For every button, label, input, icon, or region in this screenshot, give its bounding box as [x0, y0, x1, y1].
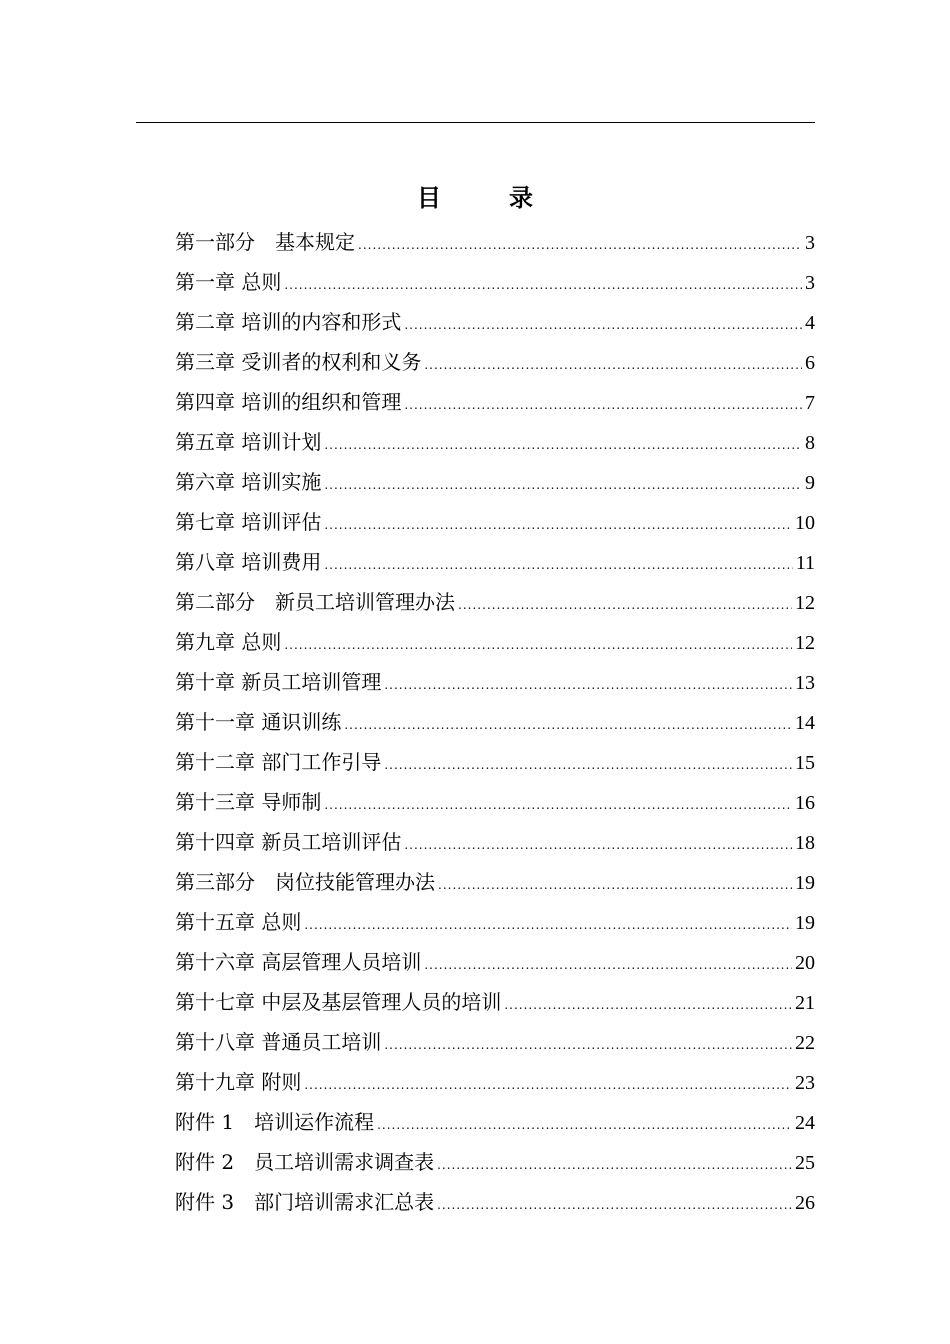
toc-entry[interactable]	[175, 742, 815, 782]
toc-entry[interactable]	[175, 502, 815, 542]
dot-leader	[384, 662, 792, 705]
toc-entry-label: 第四章 培训的组织和管理	[175, 390, 402, 414]
toc-entry-label: 第十三章 导师制	[175, 790, 322, 814]
dot-leader	[424, 942, 792, 985]
dot-leader	[304, 1062, 792, 1105]
toc-entry-page-number: 18	[795, 832, 815, 854]
toc-entry-page-number: 9	[805, 472, 815, 494]
dot-leader	[458, 582, 792, 625]
toc-entry-label: 附件 1 培训运作流程	[175, 1110, 375, 1134]
dot-leader	[437, 1142, 792, 1185]
toc-entry-page-number: 15	[795, 752, 815, 774]
toc-entry[interactable]	[175, 382, 815, 422]
toc-entry-label: 第十二章 部门工作引导	[175, 750, 382, 774]
toc-entry-label: 附件 3 部门培训需求汇总表	[175, 1190, 435, 1214]
toc-entry[interactable]	[175, 1102, 815, 1142]
toc-entry-page-number: 26	[795, 1192, 815, 1214]
dot-leader	[324, 782, 792, 825]
dot-leader	[324, 462, 802, 505]
toc-entry-label: 第十七章 中层及基层管理人员的培训	[175, 990, 502, 1014]
dot-leader	[404, 382, 802, 425]
toc-entry-label: 第五章 培训计划	[175, 430, 322, 454]
toc-entry[interactable]	[175, 1142, 815, 1182]
toc-entry-label: 第十四章 新员工培训评估	[175, 830, 402, 854]
toc-entry-page-number: 12	[795, 592, 815, 614]
toc-entry[interactable]	[175, 462, 815, 502]
toc-entry-page-number: 4	[805, 312, 815, 334]
toc-entry[interactable]	[175, 1022, 815, 1062]
toc-entry-label: 第十五章 总则	[175, 910, 302, 934]
toc-entry-page-number: 14	[795, 712, 815, 734]
toc-entry-page-number: 12	[795, 632, 815, 654]
dot-leader	[504, 982, 792, 1025]
toc-entry-label: 附件 2 员工培训需求调查表	[175, 1150, 435, 1174]
dot-leader	[284, 262, 802, 305]
toc-entry[interactable]	[175, 982, 815, 1022]
dot-leader	[404, 302, 802, 345]
dot-leader	[324, 502, 792, 545]
toc-entry[interactable]	[175, 422, 815, 462]
toc-entry[interactable]	[175, 1182, 815, 1222]
toc-entry-label: 第十一章 通识训练	[175, 710, 342, 734]
toc-entry-page-number: 3	[805, 232, 815, 254]
toc-title: 目 录	[417, 183, 555, 212]
dot-leader	[358, 222, 802, 265]
toc-entry-label: 第九章 总则	[175, 630, 282, 654]
toc-entry-page-number: 25	[795, 1152, 815, 1174]
toc-entry-page-number: 8	[805, 432, 815, 454]
toc-entry-label: 第十六章 高层管理人员培训	[175, 950, 422, 974]
dot-leader	[424, 342, 802, 385]
dot-leader	[344, 702, 792, 745]
dot-leader	[304, 902, 792, 945]
toc-entry[interactable]	[175, 662, 815, 702]
toc-entry-label: 第三章 受训者的权利和义务	[175, 350, 422, 374]
dot-leader	[384, 1022, 792, 1065]
toc-entry[interactable]	[175, 942, 815, 982]
toc-entry[interactable]	[175, 542, 815, 582]
toc-entry[interactable]	[175, 862, 815, 902]
header-rule	[136, 122, 815, 123]
toc-entry[interactable]	[175, 622, 815, 662]
toc-entry-page-number: 23	[795, 1072, 815, 1094]
toc-entry-label: 第七章 培训评估	[175, 510, 322, 534]
dot-leader	[384, 742, 792, 785]
toc-entry-label: 第二部分 新员工培训管理办法	[175, 590, 455, 614]
toc-entry-label: 第三部分 岗位技能管理办法	[175, 870, 435, 894]
toc-entry-label: 第一部分 基本规定	[175, 230, 355, 254]
toc-entry-page-number: 19	[795, 872, 815, 894]
dot-leader	[404, 822, 792, 865]
toc-entry-page-number: 24	[795, 1112, 815, 1134]
toc-entry-page-number: 3	[805, 272, 815, 294]
dot-leader	[377, 1102, 792, 1145]
toc-entry-label: 第二章 培训的内容和形式	[175, 310, 402, 334]
toc-entry[interactable]	[175, 582, 815, 622]
toc-entry[interactable]	[175, 342, 815, 382]
toc-entry-page-number: 11	[795, 552, 815, 574]
toc-entry[interactable]	[175, 222, 815, 262]
toc-entry[interactable]	[175, 782, 815, 822]
toc-entry-label: 第十八章 普通员工培训	[175, 1030, 382, 1054]
toc-entry-page-number: 22	[795, 1032, 815, 1054]
toc-entry-label: 第六章 培训实施	[175, 470, 322, 494]
toc-entry[interactable]	[175, 902, 815, 942]
toc-entry[interactable]	[175, 1062, 815, 1102]
toc-list	[175, 222, 815, 1222]
toc-entry-page-number: 20	[795, 952, 815, 974]
toc-entry-page-number: 13	[795, 672, 815, 694]
toc-entry-page-number: 10	[795, 512, 815, 534]
toc-entry[interactable]	[175, 822, 815, 862]
toc-entry-page-number: 16	[795, 792, 815, 814]
toc-entry-page-number: 21	[795, 992, 815, 1014]
dot-leader	[324, 542, 792, 585]
toc-entry[interactable]	[175, 702, 815, 742]
dot-leader	[284, 622, 792, 665]
toc-entry-label: 第一章 总则	[175, 270, 282, 294]
dot-leader	[437, 1182, 792, 1225]
toc-entry-page-number: 6	[805, 352, 815, 374]
toc-entry-label: 第十九章 附则	[175, 1070, 302, 1094]
toc-entry[interactable]	[175, 262, 815, 302]
toc-entry-page-number: 7	[805, 392, 815, 414]
toc-entry-label: 第十章 新员工培训管理	[175, 670, 382, 694]
toc-entry-label: 第八章 培训费用	[175, 550, 322, 574]
dot-leader	[324, 422, 802, 465]
toc-entry-page-number: 19	[795, 912, 815, 934]
toc-entry[interactable]	[175, 302, 815, 342]
dot-leader	[438, 862, 792, 905]
